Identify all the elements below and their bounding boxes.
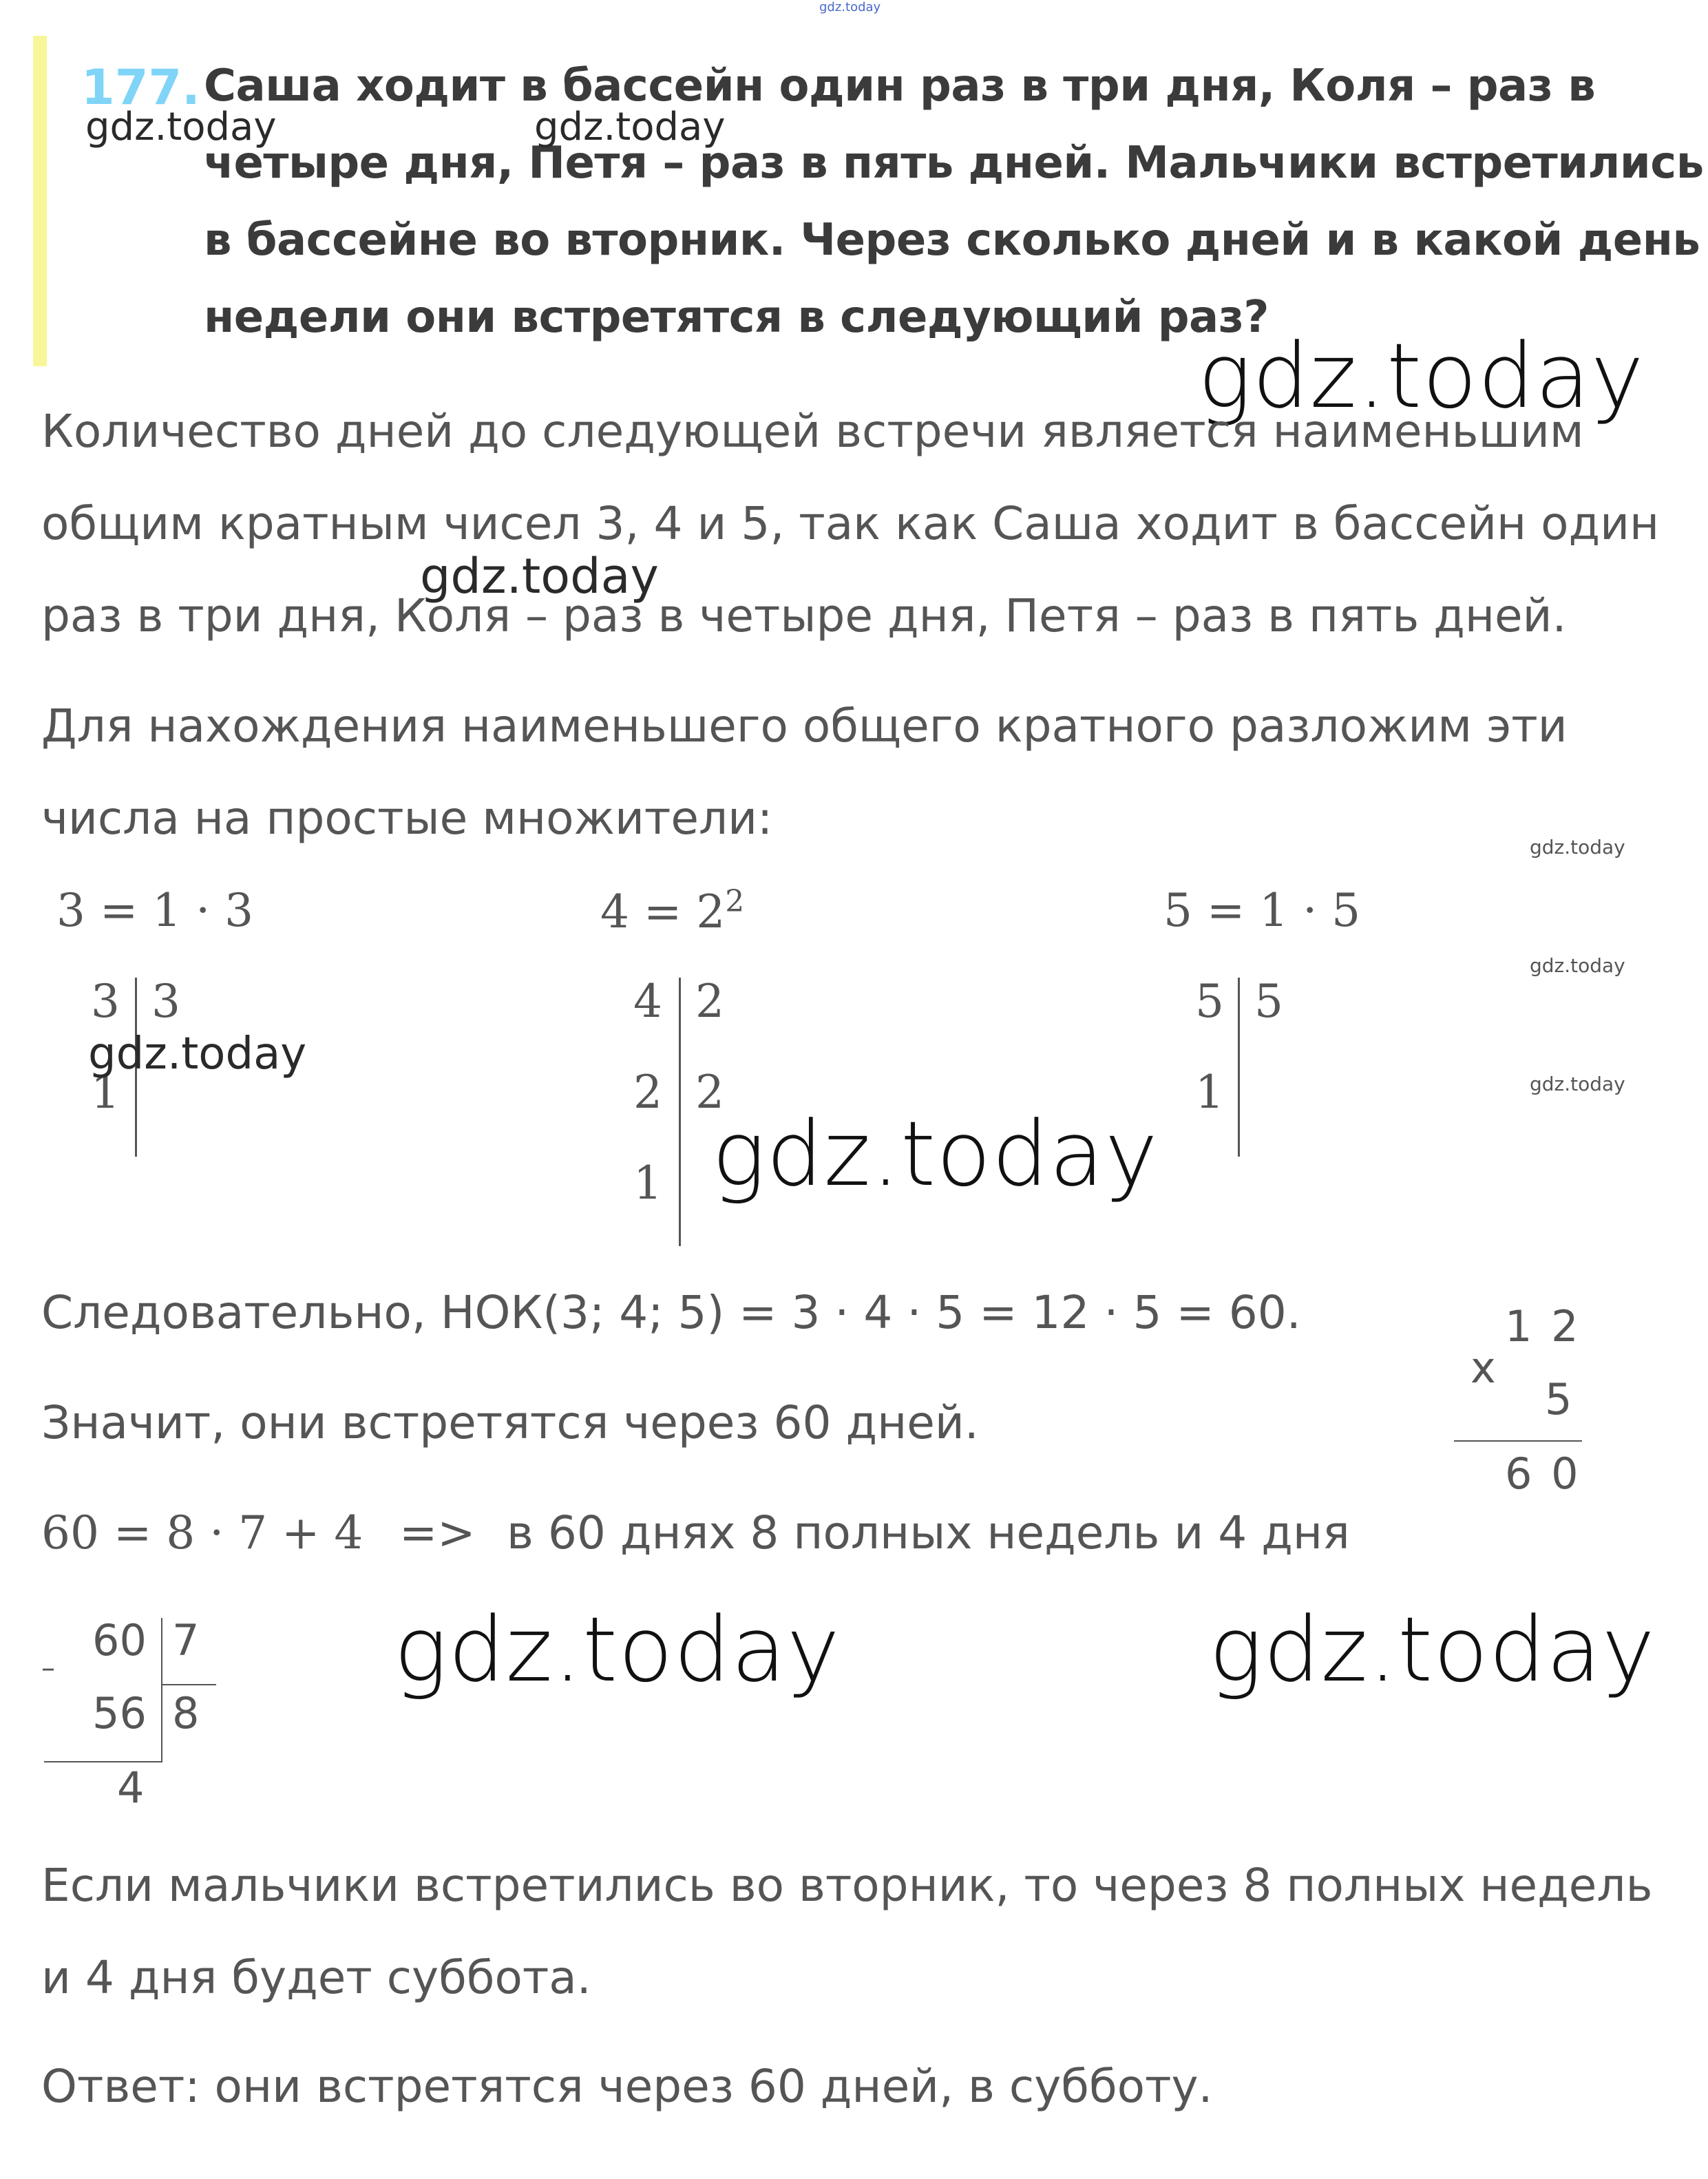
- weeks-text: в 60 днях 8 полных недель и 4 дня: [507, 1506, 1350, 1559]
- factor-4-left-2: 2: [633, 1066, 662, 1119]
- division-divisor: 7: [172, 1615, 200, 1665]
- watermark: gdz.today: [1530, 1073, 1625, 1095]
- implies-arrow: =>: [399, 1506, 476, 1559]
- task-line-3: в бассейне во вторник. Через сколько дней и в какой день: [204, 215, 1700, 266]
- factor-5-left-1: 5: [1195, 975, 1224, 1028]
- task-number: 177.: [81, 59, 200, 116]
- mult-result: 6 0: [1505, 1449, 1581, 1499]
- factor-5-divider: [1238, 978, 1240, 1157]
- solution-p1-line-1: Количество дней до следующей встречи является наименьшим: [41, 405, 1584, 458]
- mult-line: [1454, 1440, 1582, 1442]
- watermark: gdz.today: [1530, 954, 1625, 977]
- mult-sign: x: [1470, 1343, 1496, 1393]
- factor-4-left-3: 1: [633, 1157, 662, 1210]
- factor-5-right-1: 5: [1254, 975, 1283, 1028]
- conclusion-lcm: Следовательно, НОК(3; 4; 5) = 3 · 4 · 5 = 12 · 5 = 60.: [41, 1286, 1301, 1339]
- division-minus: –: [41, 1652, 55, 1684]
- factor-4-left-1: 4: [633, 975, 662, 1028]
- solution-p2-line-1: Для нахождения наименьшего общего кратного разложим эти: [41, 699, 1568, 752]
- factor-5-left-2: 1: [1195, 1066, 1224, 1119]
- mult-bottom: 5: [1545, 1374, 1572, 1424]
- mult-top: 1 2: [1505, 1301, 1581, 1351]
- watermark: gdz.today: [85, 105, 277, 149]
- watermark: gdz.today: [88, 1029, 307, 1080]
- division-vertical: [161, 1618, 162, 1762]
- solution-p1-line-3: раз в три дня, Коля – раз в четыре дня, Петя – раз в пять дней.: [41, 589, 1567, 642]
- division-divisor-line: [161, 1684, 216, 1685]
- solution-p3-line-1: Если мальчики встретились во вторник, то через 8 полных недель: [41, 1859, 1653, 1912]
- meet-days: Значит, они встретятся через 60 дней.: [41, 1396, 979, 1449]
- watermark: gdz.today: [534, 105, 726, 149]
- task-line-4: недели они встретятся в следующий раз?: [204, 292, 1269, 343]
- watermark: gdz.today: [1198, 324, 1645, 428]
- factor-4-divider: [679, 978, 681, 1246]
- solution-p1-line-2: общим кратным чисел 3, 4 и 5, так как Саша ходит в бассейн один: [41, 497, 1660, 550]
- factor-4-right-1: 2: [695, 975, 724, 1028]
- factor-eq-four: [600, 884, 744, 938]
- factor-3-left-2: 1: [91, 1066, 120, 1119]
- task-line-1: Саша ходит в бассейн один раз в три дня, Коля – раз в: [204, 61, 1596, 112]
- factor-eq-four-exponent: 2: [725, 884, 745, 919]
- watermark: gdz.today: [420, 548, 659, 604]
- task-line-2: четыре дня, Петя – раз в пять дней. Мальчики встретились: [204, 138, 1704, 189]
- watermark: gdz.today: [712, 1102, 1159, 1206]
- watermark: gdz.today: [394, 1597, 841, 1702]
- factor-eq-three: 3 = 1 · 3: [56, 884, 254, 937]
- weeks-equation: 60 = 8 · 7 + 4: [41, 1506, 363, 1559]
- solution-p2-line-2: числа на простые множители:: [41, 792, 773, 845]
- factor-3-left-1: 3: [91, 975, 120, 1028]
- factor-eq-five: 5 = 1 · 5: [1163, 884, 1361, 937]
- division-dividend: 60: [92, 1615, 147, 1665]
- factor-eq-four-base: 4 = 2: [600, 885, 726, 938]
- factor-4-right-2: 2: [695, 1066, 724, 1119]
- task-highlight-bar: [33, 36, 47, 366]
- factor-3-right-1: 3: [151, 975, 180, 1028]
- division-remainder: 4: [117, 1762, 145, 1813]
- solution-p3-line-2: и 4 дня будет суббота.: [41, 1951, 591, 2004]
- division-subtract: 56: [92, 1688, 147, 1738]
- division-quotient: 8: [172, 1688, 200, 1738]
- answer: Ответ: они встретятся через 60 дней, в субботу.: [41, 2060, 1213, 2113]
- watermark: gdz.today: [1530, 836, 1625, 859]
- watermark: gdz.today: [1209, 1597, 1656, 1702]
- watermark-top: gdz.today: [819, 0, 881, 14]
